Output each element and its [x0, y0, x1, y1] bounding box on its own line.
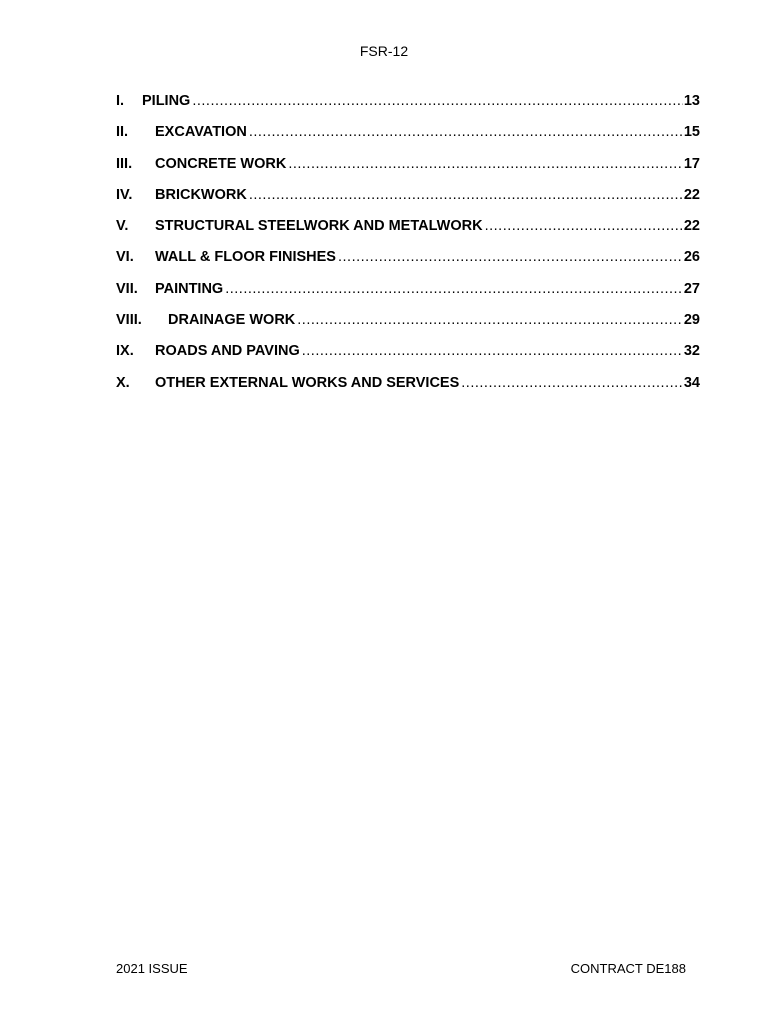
toc-entry-title: BRICKWORK — [155, 186, 247, 203]
toc-entry-excavation[interactable] — [116, 124, 700, 155]
toc-entry-number: VII. — [116, 280, 138, 297]
toc-entry-title: PAINTING — [155, 280, 224, 297]
toc-entry-other-external-works[interactable] — [116, 375, 700, 406]
toc-dot-leader — [302, 343, 683, 359]
toc-entry-number: VIII. — [116, 312, 142, 329]
toc-dot-leader — [485, 218, 683, 234]
toc-entry-page: 34 — [683, 374, 700, 391]
toc-entry-title: ROADS AND PAVING — [155, 343, 300, 360]
toc-entry-number: IV. — [116, 186, 133, 203]
toc-dot-leader — [249, 124, 683, 140]
toc-dot-leader — [192, 93, 683, 109]
footer-contract: CONTRACT DE188 — [570, 961, 686, 976]
toc-entry-number: IX. — [116, 343, 134, 360]
footer-issue: 2021 ISSUE — [116, 961, 188, 976]
toc-entry-number: III. — [116, 155, 133, 172]
toc-entry-title: EXCAVATION — [155, 124, 247, 141]
toc-entry-number: V. — [116, 218, 129, 235]
toc-entry-painting[interactable] — [116, 281, 700, 312]
toc-entry-page: 29 — [683, 312, 700, 329]
toc-entry-title: WALL & FLOOR FINISHES — [155, 249, 336, 266]
toc-entry-structural-steelwork[interactable] — [116, 218, 700, 249]
toc-entry-page: 17 — [683, 155, 700, 172]
toc-entry-number: II. — [116, 124, 129, 141]
toc-dot-leader — [338, 249, 683, 265]
page-header: FSR-12 — [359, 43, 409, 59]
toc-entry-concrete-work[interactable] — [116, 156, 700, 187]
toc-dot-leader — [288, 156, 683, 172]
toc-entry-number: X. — [116, 374, 130, 391]
toc-entry-page: 27 — [683, 280, 700, 297]
toc-dot-leader — [249, 187, 683, 203]
toc-entry-title: CONCRETE WORK — [155, 155, 287, 172]
toc-entry-page: 26 — [683, 249, 700, 266]
toc-entry-drainage-work[interactable] — [116, 312, 700, 343]
toc-dot-leader — [297, 312, 683, 328]
toc-entry-page: 32 — [683, 343, 700, 360]
toc-entry-page: 13 — [683, 93, 700, 109]
toc-entry-title: OTHER EXTERNAL WORKS AND SERVICES — [155, 374, 460, 391]
toc-entry-title: PILING — [142, 93, 191, 109]
toc-entry-brickwork[interactable] — [116, 187, 700, 218]
toc-entry-page: 22 — [683, 186, 700, 203]
toc-entry-title: DRAINAGE WORK — [168, 312, 296, 329]
toc-dot-leader — [461, 375, 683, 391]
toc-entry-page: 22 — [683, 218, 700, 235]
toc-entry-number: I. — [116, 93, 125, 109]
toc-entry-title: STRUCTURAL STEELWORK AND METALWORK — [155, 218, 483, 235]
toc-entry-piling[interactable] — [116, 93, 700, 124]
toc-entry-roads-and-paving[interactable] — [116, 343, 700, 374]
toc-dot-leader — [225, 281, 683, 297]
toc-entry-wall-floor-finishes[interactable] — [116, 249, 700, 280]
toc-entry-number: VI. — [116, 249, 134, 266]
toc-entry-page: 15 — [683, 124, 700, 141]
table-of-contents — [116, 93, 700, 406]
